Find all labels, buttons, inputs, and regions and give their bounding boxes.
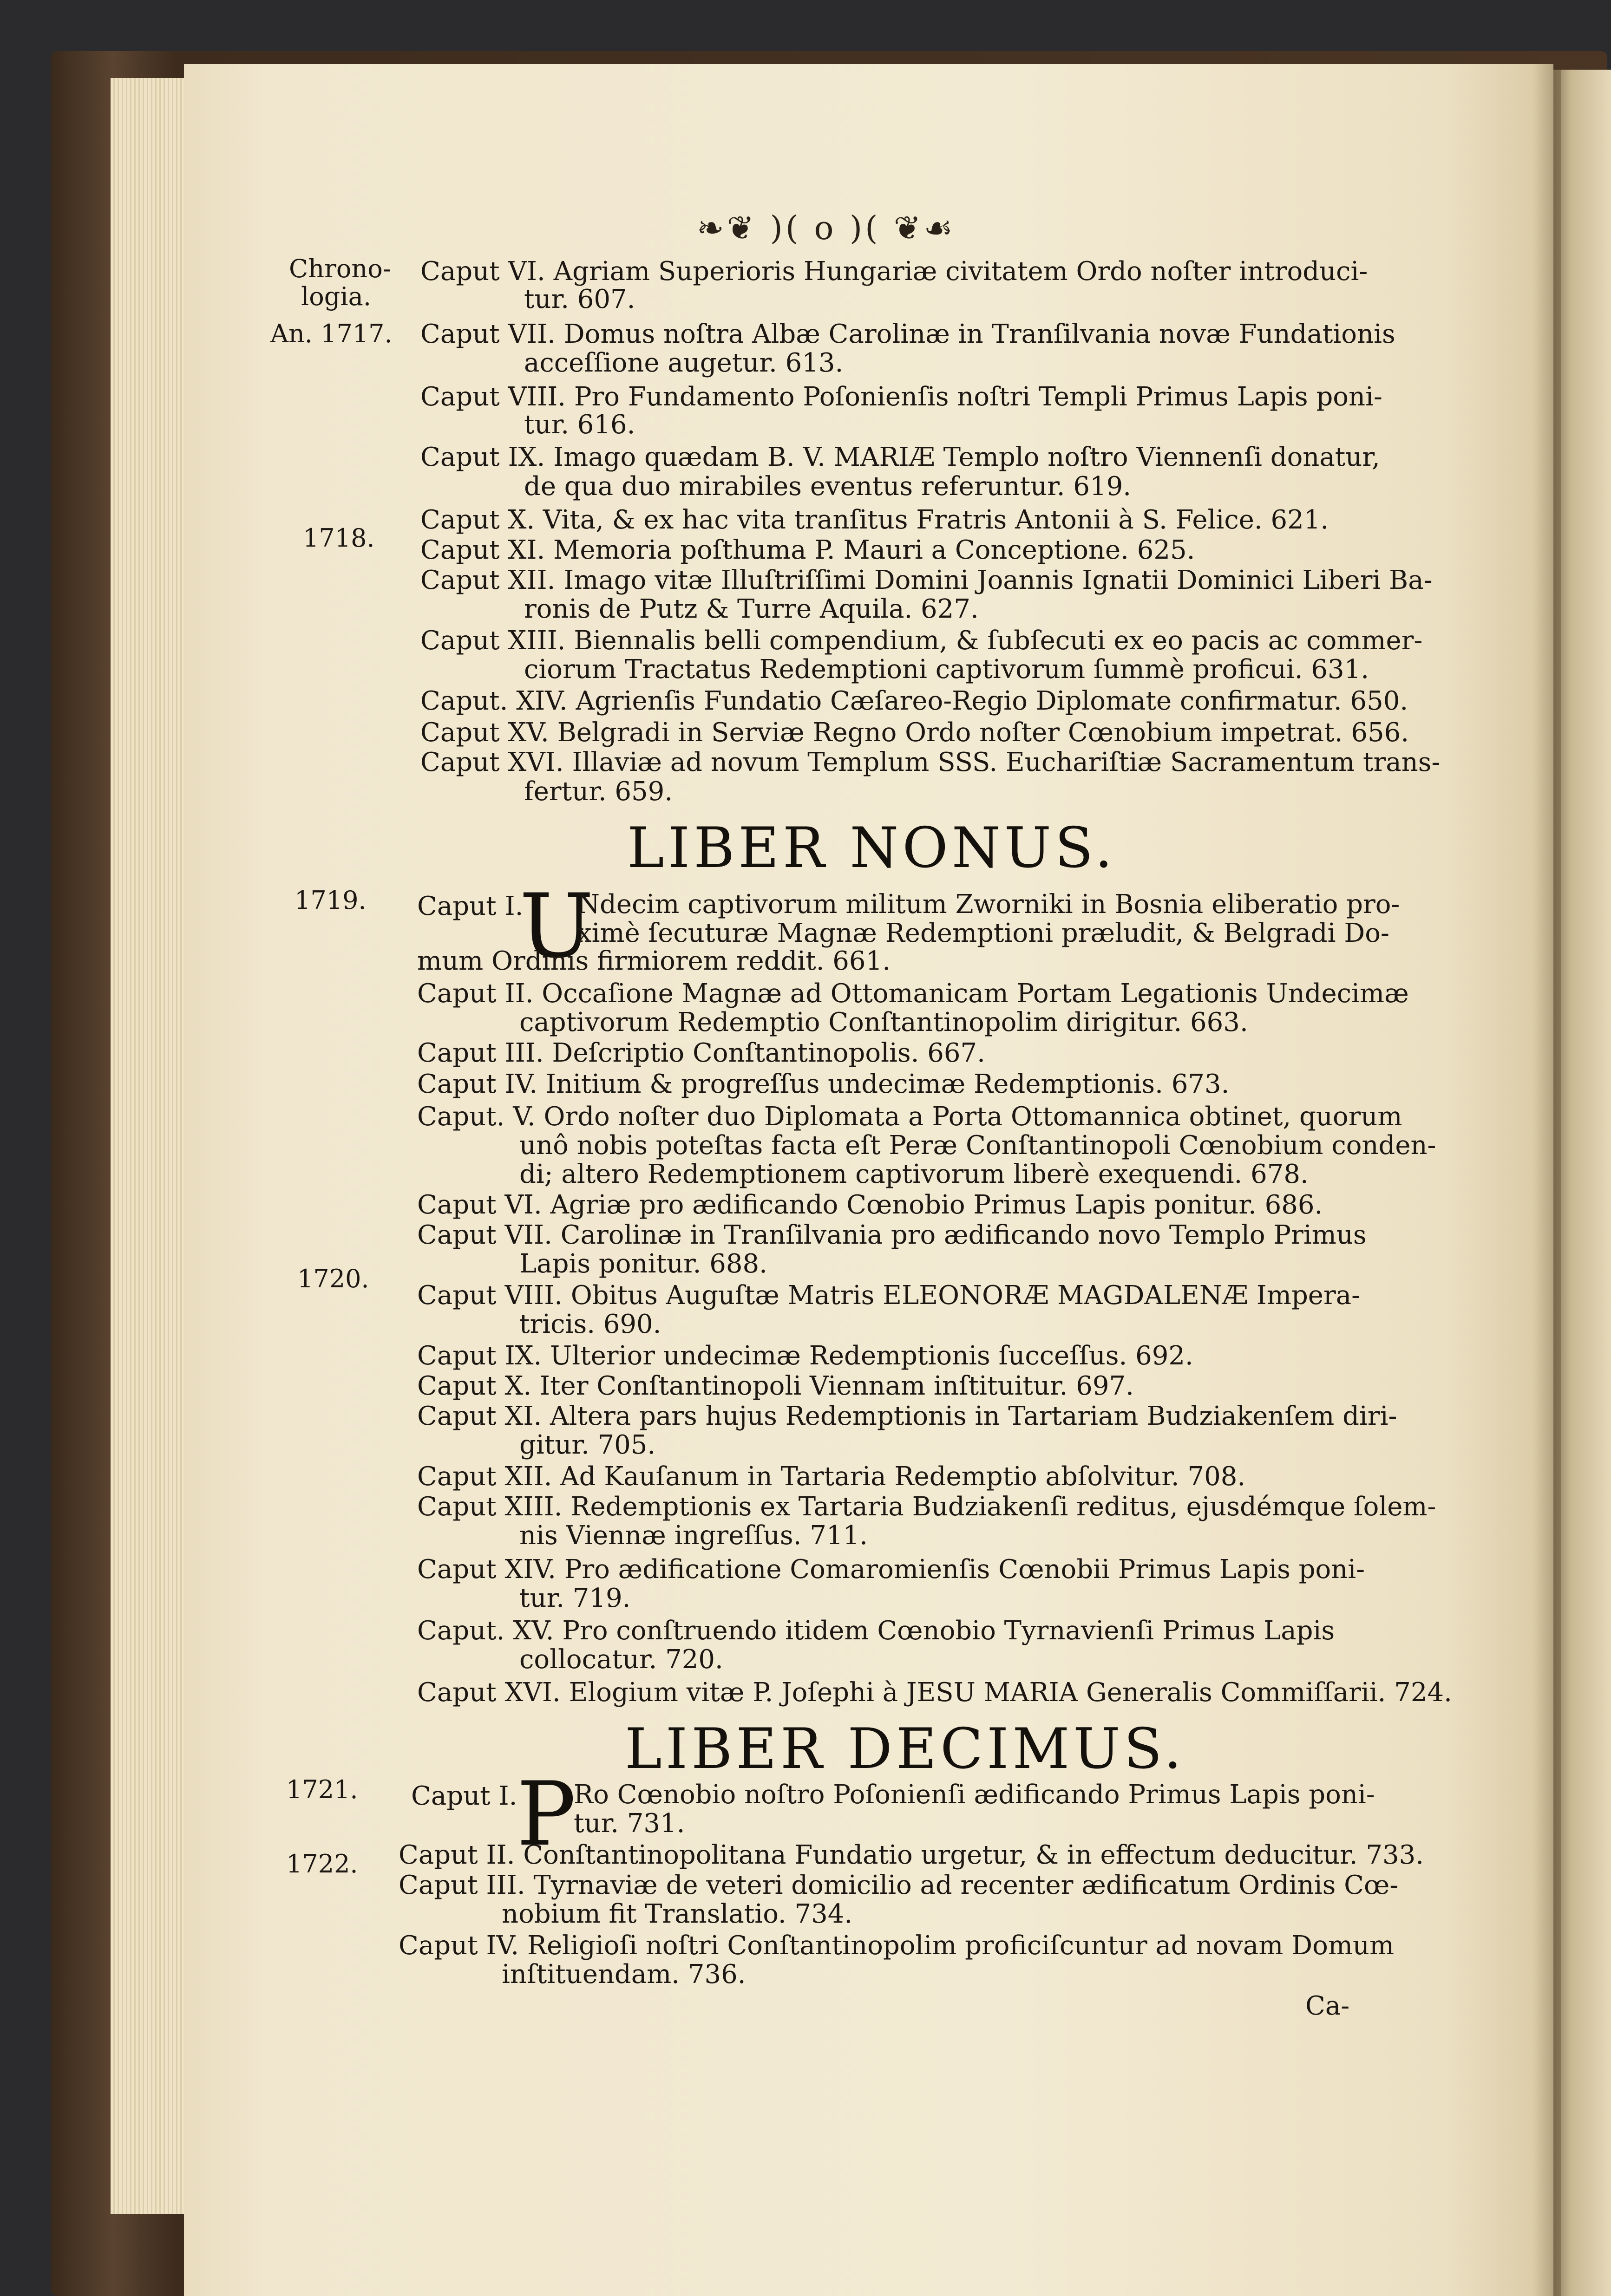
chapter-entry: Caput VII. Carolinæ in Tranſilvania pro ædificando novo Templo Primus [417,1220,1367,1250]
chapter-entry-cont: ciorum Tractatus Redemptioni captivorum ſummè proficui. 631. [524,654,1369,685]
chapter-entry-cont: tricis. 690. [519,1309,661,1339]
chapter-entry-cont: de qua duo mirabiles eventus referuntur. 619. [524,471,1132,502]
chapter-entry: Caput XVI. Illaviæ ad novum Templum SSS. Euchariſtiæ Sacramentum trans- [420,747,1441,777]
chapter-entry: Caput II. Conſtantinopolitana Fundatio urgetur, & in effectum deducitur. 733. [399,1840,1424,1870]
chapter-entry: Caput IX. Ulterior undecimæ Redemptionis ſucceſſus. 692. [417,1341,1193,1371]
chapter-entry: Caput XII. Ad Kauſanum in Tartaria Redemptio abſolvitur. 708. [417,1461,1246,1492]
chapter-entry: Caput VII. Domus noſtra Albæ Carolinæ in Tranſilvania novæ Fundationis [420,319,1395,349]
chapter-entry: Ndecim captivorum militum Zworniki in Bosnia eliberatio pro- [577,889,1400,920]
margin-year-1721: 1721. [286,1775,358,1804]
chapter-entry: Caput IV. Religioſi noſtri Conſtantinopolim proficiſcuntur ad novam Domum [399,1931,1395,1961]
chapter-entry-cont: inſtituendam. 736. [502,1959,746,1989]
chapter-entry: Caput VI. Agriam Superioris Hungariæ civitatem Ordo noſter introduci- [420,256,1368,287]
margin-year-1722: 1722. [286,1849,358,1879]
chapter-entry-cont: tur. 719. [519,1583,631,1613]
chapter-entry-cont: captivorum Redemptio Conſtantinopolim dirigitur. 663. [519,1007,1248,1037]
chapter-entry-cont: tur. 616. [524,410,635,440]
chapter-entry-cont: collocatur. 720. [519,1644,723,1675]
chapter-entry: Caput XI. Altera pars hujus Redemptionis in Tartariam Budziakenſem diri- [417,1401,1397,1431]
chapter-entry: Caput XIII. Redemptionis ex Tartaria Budziakenſi reditus, ejusdémque ſolem- [417,1492,1436,1522]
chapter-entry: Caput VIII. Pro Fundamento Poſonienſis noſtri Templi Primus Lapis poni- [420,382,1382,412]
chapter-entry-cont: fertur. 659. [524,776,673,807]
margin-year-1718: 1718. [303,523,375,553]
chapter-entry: Caput VI. Agriæ pro ædificando Cœnobio Primus Lapis ponitur. 686. [417,1190,1323,1220]
chapter-entry: Caput IV. Initium & progreſſus undecimæ Redemptionis. 673. [417,1069,1230,1099]
drop-cap: U [519,875,594,978]
chapter-entry: Caput X. Vita, & ex hac vita tranſitus Fratris Antonii à S. Felice. 621. [420,505,1329,535]
chapter-entry: Caput XII. Imago vitæ Illuſtriſſimi Domini Joannis Ignatii Dominici Liberi Ba- [420,565,1433,595]
chapter-entry: Caput X. Iter Conſtantinopoli Viennam inſtituitur. 697. [417,1371,1134,1401]
book-title-liber-nonus: LIBER NONUS. [627,816,1116,881]
chapter-entry-cont: ronis de Putz & Turre Aquila. 627. [524,594,979,624]
chapter-entry: Caput XVI. Elogium vitæ P. Joſephi à JESU MARIA Generalis Commiſſarii. 724. [417,1677,1452,1708]
next-page-edge [1553,70,1611,2296]
gutter-shadow [1533,64,1561,2296]
chapter-entry-cont: Lapis ponitur. 688. [519,1249,767,1279]
chapter-entry-cont: nobium fit Translatio. 734. [502,1899,853,1929]
margin-year-1719: 1719. [295,886,367,915]
margin-year-1717: An. 1717. [270,319,393,348]
chapter-entry: Caput. V. Ordo noſter duo Diplomata a Porta Ottomannica obtinet, quorum [417,1102,1402,1132]
chapter-entry: Caput XV. Belgradi in Serviæ Regno Ordo noſter Cœnobium impetrat. 656. [420,718,1409,748]
chapter-entry: Caput III. Tyrnaviæ de veteri domicilio ad recenter ædificatum Ordinis Cœ- [399,1870,1399,1900]
margin-year-1720: 1720. [297,1264,369,1293]
page-edges [111,78,185,2214]
chapter-entry: Caput II. Occaſione Magnæ ad Ottomanicam Portam Legationis Undecimæ [417,978,1409,1009]
header-ornament: ❧❦ )( o )( ❦☙ [697,209,956,247]
chapter-entry-cont: di; altero Redemptionem captivorum liberè exequendi. 678. [519,1159,1309,1189]
chapter-entry: Caput XIII. Biennalis belli compendium, & ſubſecuti ex eo pacis ac commer- [420,626,1423,656]
chapter-entry: Ro Cœnobio noſtro Poſonienſi ædificando Primus Lapis poni- [574,1780,1375,1810]
chapter-entry-cont: gitur. 705. [519,1430,656,1460]
chapter-entry-cont: tur. 731. [574,1808,685,1839]
chapter-entry-cont: mum Ordinis firmiorem reddit. 661. [417,946,891,976]
catchword: Ca- [1305,1991,1350,2021]
chapter-entry-cont: acceſſione augetur. 613. [524,348,844,378]
chapter-entry: Caput XIV. Pro ædificatione Comaromienſis Cœnobii Primus Lapis poni- [417,1554,1365,1585]
book-title-liber-decimus: LIBER DECIMUS. [625,1717,1185,1781]
chapter-entry-cont: tur. 607. [524,284,635,314]
chapter-entry-cont: ximè ſecuturæ Magnæ Redemptioni præludit, & Belgradi Do- [577,918,1389,948]
chapter-label: Caput I. [417,891,524,921]
chapter-entry: Caput. XIV. Agrienſis Fundatio Cæſareo-Regio Diplomate confirmatur. 650. [420,686,1408,716]
chapter-entry: Caput IX. Imago quædam B. V. MARIÆ Templo noſtro Viennenſi donatur, [420,442,1380,472]
drop-cap: P [517,1763,576,1866]
chapter-entry: Caput. XV. Pro conſtruendo itidem Cœnobio Tyrnavienſi Primus Lapis [417,1616,1335,1646]
margin-chronologia-1: Chrono- [289,254,391,283]
margin-chronologia-2: logia. [301,282,371,311]
chapter-entry-cont: nis Viennæ ingreſſus. 711. [519,1520,868,1551]
chapter-entry-cont: unô nobis poteſtas facta eſt Peræ Conſtantinopoli Cœnobium conden- [519,1130,1436,1161]
chapter-entry: Caput XI. Memoria poſthuma P. Mauri a Conceptione. 625. [420,535,1195,565]
chapter-entry: Caput VIII. Obitus Auguſtæ Matris ELEONORÆ MAGDALENÆ Impera- [417,1280,1361,1311]
chapter-label: Caput I. [411,1781,517,1811]
chapter-entry: Caput III. Deſcriptio Conſtantinopolis. 667. [417,1038,985,1068]
